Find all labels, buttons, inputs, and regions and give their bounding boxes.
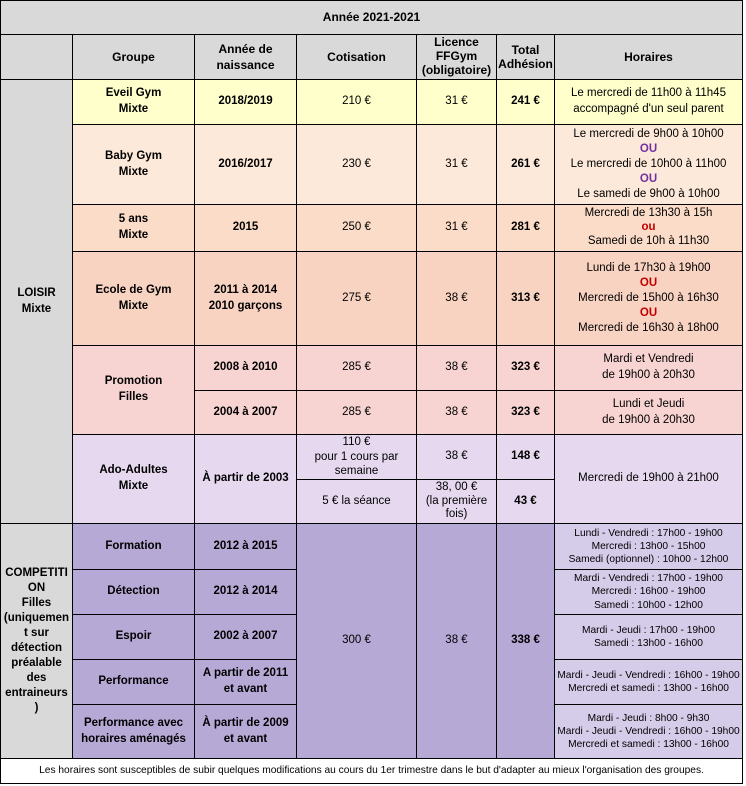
horaire-line: de 19h00 à 20h30	[602, 369, 695, 381]
licence-competition: 38 €	[416, 523, 497, 759]
horaires-espoir	[554, 614, 743, 660]
groupe-ado-adultes	[72, 434, 195, 524]
groupe-5-ans	[72, 204, 195, 252]
header-groupe: Groupe	[72, 34, 195, 80]
cotisation-5-ans: 250 €	[296, 204, 417, 252]
header-total-line: Adhésion	[498, 57, 553, 71]
section-loisir-line: LOISIR	[17, 286, 56, 299]
total-5-ans: 281 €	[496, 204, 555, 252]
groupe-ecole-de-gym	[72, 251, 195, 346]
horaire-line: Mardi - Jeudi : 17h00 - 19h00	[581, 624, 716, 636]
table-title: Année 2021-2021	[0, 0, 743, 35]
horaire-line: Samedi : 13h00 - 16h00	[594, 638, 703, 649]
groupe-line: Mixte	[118, 165, 149, 178]
total-ecole-de-gym: 313 €	[496, 251, 555, 346]
header-total	[496, 34, 555, 80]
total-promotion-2: 323 €	[496, 390, 555, 435]
section-competition-line: ON	[27, 582, 46, 595]
annee-5-ans: 2015	[194, 204, 297, 252]
header-section-blank	[0, 34, 73, 80]
horaires-promotion-2	[554, 390, 743, 435]
cotisation-line: 110 €	[342, 436, 371, 449]
header-total-line: Total	[511, 42, 540, 57]
annee-line: et avant	[223, 683, 268, 695]
cotisation-line: pour 1 cours par	[314, 450, 399, 463]
horaires-formation	[554, 523, 743, 570]
cotisation-promotion-1: 285 €	[296, 345, 417, 391]
section-competition-line: entraineurs	[5, 686, 68, 699]
groupe-line: Performance avec	[83, 716, 184, 729]
licence-promotion-1: 38 €	[416, 345, 497, 391]
horaire-line: Le mercredi de 9h00 à 10h00	[573, 128, 724, 141]
annee-eveil-gym: 2018/2019	[194, 79, 297, 125]
total-baby-gym: 261 €	[496, 124, 555, 205]
licence-promotion-2: 38 €	[416, 390, 497, 435]
horaire-line: de 19h00 à 20h30	[602, 413, 695, 426]
total-promotion-1: 323 €	[496, 345, 555, 391]
licence-line: (la première	[425, 494, 488, 507]
cotisation-ado-2: 5 € la séance	[296, 479, 417, 524]
licence-ado-1: 38 €	[416, 434, 497, 480]
groupe-line: Mixte	[118, 299, 149, 312]
annee-ado-adultes: À partir de 2003	[194, 434, 297, 524]
header-horaires: Horaires	[554, 34, 743, 80]
section-competition-line: (uniquemen	[3, 612, 70, 625]
horaire-line: Mardi - Jeudi - Vendredi : 16h00 - 19h00	[557, 669, 740, 681]
licence-baby-gym: 31 €	[416, 124, 497, 205]
section-loisir	[0, 79, 73, 524]
groupe-eveil-gym	[72, 79, 195, 125]
groupe-promotion	[72, 345, 195, 435]
section-competition	[0, 523, 73, 759]
annee-line: A partir de 2011	[202, 667, 289, 680]
horaire-line: Mercredi : 16h00 - 19h00	[591, 586, 706, 598]
header-licence	[416, 34, 497, 80]
licence-ecole-de-gym: 38 €	[416, 251, 497, 346]
groupe-line: Promotion	[104, 375, 163, 388]
horaires-performance-amenages	[554, 704, 743, 759]
annee-promotion-1: 2008 à 2010	[194, 345, 297, 391]
header-cotisation: Cotisation	[296, 34, 417, 80]
horaires-detection	[554, 569, 743, 615]
groupe-line: Mixte	[118, 103, 149, 115]
horaire-separator: OU	[639, 306, 658, 319]
horaires-promotion-1	[554, 345, 743, 391]
licence-line: 38, 00 €	[435, 480, 478, 493]
footer-note: Les horaires sont susceptibles de subir quelques modifications au cours du 1er trimestre dans le but d'adapter au mieux l'organisation des groupes.	[0, 758, 743, 784]
horaire-separator: OU	[639, 277, 658, 290]
horaires-ado-adultes: Mercredi de 19h00 à 21h00	[554, 434, 743, 524]
header-annee: Année de naissance	[194, 34, 297, 80]
horaire-line: Mercredi de 16h30 à 18h00	[578, 321, 719, 334]
horaires-performance	[554, 659, 743, 705]
horaire-line: Le samedi de 9h00 à 10h00	[577, 187, 720, 200]
section-competition-line: )	[34, 701, 39, 714]
horaires-baby-gym	[554, 124, 743, 205]
groupe-line: Mixte	[118, 480, 149, 492]
annee-performance	[194, 659, 297, 705]
cotisation-promotion-2: 285 €	[296, 390, 417, 435]
section-competition-line: des	[26, 671, 47, 684]
annee-espoir: 2002 à 2007	[194, 614, 297, 660]
section-loisir-line: Mixte	[21, 302, 52, 315]
horaire-line: Mardi - Jeudi - Vendredi : 16h00 - 19h00	[557, 725, 740, 737]
section-competition-line: t sur	[24, 627, 49, 640]
horaire-separator: OU	[639, 172, 658, 185]
total-ado-2: 43 €	[496, 479, 555, 524]
groupe-performance-amenages	[72, 704, 195, 759]
annee-performance-amenages	[194, 704, 297, 759]
section-competition-line: Filles	[21, 597, 52, 610]
horaire-line: Mardi et Vendredi	[603, 353, 694, 366]
horaire-line: accompagné d'un seul parent	[573, 103, 724, 115]
horaire-line: Mercredi de 15h00 à 16h30	[578, 292, 719, 305]
groupe-baby-gym	[72, 124, 195, 205]
horaires-5-ans	[554, 204, 743, 252]
horaire-line: Lundi - Vendredi : 17h00 - 19h00	[574, 527, 723, 539]
horaire-line: Le mercredi de 10h00 à 11h00	[570, 158, 727, 171]
horaire-line: Lundi et Jeudi	[612, 397, 685, 410]
section-competition-line: COMPETITI	[5, 567, 68, 580]
horaire-line: Mercredi et samedi : 13h00 - 16h00	[568, 739, 729, 751]
horaire-line: Mardi - Vendredi : 17h00 - 19h00	[574, 573, 723, 585]
header-licence-line: (obligatoire)	[421, 62, 492, 77]
horaire-line: Mardi - Jeudi : 8h00 - 9h30	[587, 712, 710, 724]
cotisation-eveil-gym: 210 €	[296, 79, 417, 125]
horaire-line: Samedi : 10h00 - 12h00	[594, 599, 703, 611]
groupe-line: Ado-Adultes	[99, 464, 168, 477]
annee-line: et avant	[223, 732, 268, 745]
horaires-eveil-gym	[554, 79, 743, 125]
horaire-line: Le mercredi de 11h00 à 11h45	[571, 87, 726, 100]
groupe-line: horaires aménagés	[81, 732, 186, 745]
groupe-line: Mixte	[118, 229, 149, 241]
total-eveil-gym: 241 €	[496, 79, 555, 125]
groupe-line: Baby Gym	[105, 149, 162, 162]
annee-line: 2011 à 2014	[213, 283, 278, 296]
horaire-line: Mercredi : 13h00 - 15h00	[591, 540, 706, 552]
horaire-separator: OU	[639, 143, 658, 156]
cotisation-ecole-de-gym: 275 €	[296, 251, 417, 346]
annee-line: 2010 garçons	[208, 299, 283, 312]
annee-baby-gym: 2016/2017	[194, 124, 297, 205]
licence-line: fois)	[445, 508, 468, 521]
horaire-line: Mercredi de 13h30 à 15h	[584, 207, 713, 220]
cotisation-line: semaine	[334, 465, 379, 478]
annee-line: À partir de 2009	[202, 716, 289, 729]
horaires-ecole-de-gym	[554, 251, 743, 346]
annee-detection: 2012 à 2014	[194, 569, 297, 615]
total-ado-1: 148 €	[496, 434, 555, 480]
horaire-line: Samedi (optionnel) : 10h00 - 12h00	[568, 554, 729, 566]
groupe-line: Ecole de Gym	[95, 283, 172, 296]
header-licence-line: FFGym	[435, 49, 478, 64]
groupe-line: Filles	[118, 391, 149, 403]
total-competition: 338 €	[496, 523, 555, 759]
groupe-formation: Formation	[72, 523, 195, 570]
groupe-espoir: Espoir	[72, 614, 195, 660]
horaire-line: Samedi de 10h à 11h30	[587, 234, 710, 247]
header-licence-line: Licence	[434, 35, 479, 50]
licence-eveil-gym: 31 €	[416, 79, 497, 125]
horaire-line: Mercredi et samedi : 13h00 - 16h00	[568, 683, 729, 694]
groupe-detection: Détection	[72, 569, 195, 615]
annee-formation: 2012 à 2015	[194, 523, 297, 570]
annee-promotion-2: 2004 à 2007	[194, 390, 297, 435]
cotisation-baby-gym: 230 €	[296, 124, 417, 205]
horaire-separator: ou	[641, 221, 656, 234]
horaire-line: Lundi de 17h30 à 19h00	[586, 262, 711, 275]
licence-ado-2	[416, 479, 497, 524]
licence-5-ans: 31 €	[416, 204, 497, 252]
cotisation-competition: 300 €	[296, 523, 417, 759]
annee-ecole-de-gym	[194, 251, 297, 346]
cotisation-ado-1	[296, 434, 417, 480]
section-competition-line: préalable	[11, 656, 62, 669]
groupe-line: Eveil Gym	[105, 87, 162, 100]
groupe-performance: Performance	[72, 659, 195, 705]
section-competition-line: détection	[10, 642, 63, 654]
groupe-line: 5 ans	[118, 213, 149, 226]
